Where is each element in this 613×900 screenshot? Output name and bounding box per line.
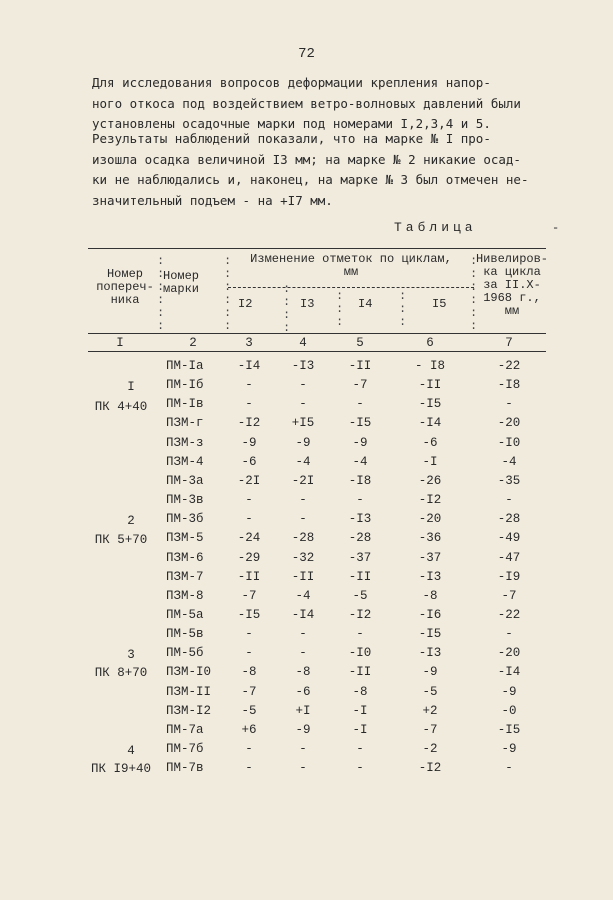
cycle13-cell: - [299, 761, 307, 776]
mark-cell: ПМ-3в [166, 493, 204, 508]
cycle15-cell: -9 [422, 665, 438, 680]
paragraph-results [92, 129, 529, 211]
cycle15-cell: -I5 [418, 627, 442, 642]
mark-cell: ПЗМ-г [166, 416, 204, 431]
profile-number: I [127, 380, 135, 394]
leveling-cell: -I8 [497, 378, 521, 393]
header-cycle-changes: Изменение отметок по циклам, мм [250, 252, 452, 279]
cycle15-cell: - I8 [414, 359, 445, 373]
column-separator: : : : : [283, 282, 291, 335]
leveling-cell: -9 [501, 684, 517, 699]
mark-cell: ПМ-7в [166, 761, 204, 776]
column-number-rule [88, 351, 546, 352]
paragraph-line: Результаты наблюдений показали, что на марке № I про- [92, 131, 491, 146]
leveling-cell: -22 [497, 607, 521, 622]
cycle12-cell: - [245, 742, 253, 756]
mark-cell: ПМ-5в [166, 627, 204, 642]
cycle12-cell: -8 [241, 665, 257, 680]
profile-pk: ПК 4+40 [94, 400, 148, 414]
cycle14-cell: - [356, 493, 364, 508]
cycle14-cell: -I3 [348, 512, 372, 527]
cycle12-cell: -I2 [237, 416, 261, 431]
cycle13-cell: +I5 [291, 416, 315, 431]
cycle12-cell: -II [237, 569, 261, 584]
header-mark-number: Номер марки [163, 269, 200, 296]
cycle15-cell: -20 [418, 512, 442, 527]
leveling-cell: -9 [501, 742, 517, 756]
cycle12-cell: - [245, 378, 253, 393]
paragraph-line: ного откоса под воздействием ветро-волновых давлений были [92, 95, 521, 111]
leveling-cell: -I5 [497, 722, 521, 737]
mark-cell: ПМ-3б [166, 512, 204, 527]
cycle12-cell: - [245, 646, 253, 661]
mark-cell: ПМ-5б [166, 646, 204, 661]
cycle14-cell: -5 [352, 588, 368, 603]
cycle15-cell: -6 [422, 435, 438, 450]
cycle12-cell: +6 [241, 722, 257, 737]
cycle15-cell: -I6 [418, 607, 442, 622]
cycle15-cell: -I5 [418, 397, 442, 412]
profile-number: 2 [127, 514, 135, 528]
cycle13-cell: -II [291, 569, 315, 584]
mark-cell: ПМ-Iв [166, 397, 204, 412]
cycle14-cell: -I0 [348, 646, 372, 661]
cycle15-cell: -I2 [418, 493, 442, 508]
column-number: 7 [505, 336, 513, 350]
cycle13-cell: - [299, 742, 307, 756]
column-number: 2 [189, 336, 197, 350]
leveling-cell: -20 [497, 646, 521, 661]
cycle15-cell: -I [422, 454, 438, 469]
paragraph-line: значительный подъем - на +I7 мм. [92, 192, 333, 208]
cycle12-cell: -5 [241, 703, 257, 718]
mark-cell: ПЗМ-I0 [166, 665, 212, 680]
mark-cell: ПМ-Iб [166, 378, 204, 393]
leveling-cell: -35 [497, 473, 521, 488]
leveling-cell: - [505, 493, 513, 508]
cycle15-cell: -36 [418, 531, 442, 546]
cycle12-cell: - [245, 493, 253, 508]
cycle13-cell: +I [295, 703, 311, 718]
page-number: 72 [298, 46, 315, 62]
column-number: 3 [245, 336, 253, 350]
cycle14-cell: -37 [348, 550, 372, 565]
mark-cell: ПЗМ-7 [166, 569, 204, 584]
cycle14-cell: -I8 [348, 473, 372, 488]
cycle15-cell: -I3 [418, 646, 442, 661]
cycle13-cell: -2I [291, 473, 315, 488]
cycle14-cell: -9 [352, 435, 368, 450]
cycle14-cell: -II [348, 665, 372, 680]
mark-cell: ПЗМ-з [166, 435, 204, 450]
cycle14-cell: -I5 [348, 416, 372, 431]
cycle14-cell: -4 [352, 454, 368, 469]
mark-cell: ПМ-Iа [166, 359, 204, 373]
paragraph-line: изошла осадка величиной I3 мм; на марке № 2 никакие осад- [92, 151, 521, 167]
cycle12-cell: - [245, 512, 253, 527]
leveling-cell: -0 [501, 703, 517, 718]
cycle15-cell: -I4 [418, 416, 442, 431]
cycle13-cell: - [299, 512, 307, 527]
cycle14-cell: -I2 [348, 607, 372, 622]
leveling-cell: -28 [497, 512, 521, 527]
leveling-cell: -I4 [497, 665, 521, 680]
leveling-cell: -20 [497, 416, 521, 431]
mark-cell: ПЗМ-5 [166, 531, 204, 546]
mark-cell: ПЗМ-6 [166, 550, 204, 565]
cycle13-cell: - [299, 493, 307, 508]
cycle15-cell: -II [418, 378, 442, 393]
cycle13-cell: -4 [295, 588, 311, 603]
cycle14-cell: - [356, 761, 364, 776]
cycle-label: I3 [300, 297, 315, 311]
cycle13-cell: -32 [291, 550, 315, 565]
cycle12-cell: -9 [241, 435, 257, 450]
mark-cell: ПЗМ-4 [166, 454, 204, 469]
column-number: 6 [426, 336, 434, 350]
column-number: I [116, 336, 124, 350]
mark-cell: ПМ-5а [166, 607, 204, 622]
column-separator: : : : [336, 289, 344, 329]
cycle-label: I2 [238, 297, 253, 311]
cycle13-cell: -I3 [291, 359, 315, 373]
cycle15-cell: -I2 [418, 761, 442, 776]
leveling-cell: - [505, 761, 513, 776]
cycle14-cell: -I [352, 703, 368, 718]
cycle14-cell: -I [352, 722, 368, 737]
cycle12-cell: - [245, 397, 253, 412]
leveling-cell: -7 [501, 588, 517, 603]
cycle12-cell: -29 [237, 550, 261, 565]
cycle-header-rule [228, 287, 474, 288]
profile-pk: ПК 5+70 [94, 533, 148, 547]
mark-cell: ПМ-7а [166, 722, 204, 737]
cycle13-cell: - [299, 627, 307, 642]
table-top-rule [88, 248, 546, 249]
cycle12-cell: -6 [241, 454, 257, 469]
header-profile-number: Номер попереч- ника [96, 267, 154, 307]
cycle15-cell: -37 [418, 550, 442, 565]
cycle15-cell: -8 [422, 588, 438, 603]
cycle15-cell: +2 [422, 703, 438, 718]
cycle12-cell: -2I [237, 473, 261, 488]
cycle14-cell: -8 [352, 684, 368, 699]
leveling-cell: -22 [497, 359, 521, 373]
paragraph-line: Для исследования вопросов деформации крепления напор- [92, 75, 491, 90]
column-separator: : : : : : : [224, 254, 232, 333]
cycle15-cell: -7 [422, 722, 438, 737]
cycle13-cell: - [299, 378, 307, 393]
cycle-label: I4 [358, 297, 373, 311]
cycle-label: I5 [432, 297, 447, 311]
column-number: 4 [299, 336, 307, 350]
cycle13-cell: -8 [295, 665, 311, 680]
cycle14-cell: -II [348, 359, 372, 373]
cycle15-cell: -2 [422, 742, 438, 756]
header-leveling: Нивелиров- ка цикла за II.Х- 1968 г., мм [475, 252, 548, 318]
cycle12-cell: -24 [237, 531, 261, 546]
leveling-cell: - [505, 627, 513, 642]
cycle15-cell: -I3 [418, 569, 442, 584]
cycle12-cell: - [245, 761, 253, 776]
leveling-cell: -I0 [497, 435, 521, 450]
cycle14-cell: - [356, 742, 364, 756]
cycle14-cell: -28 [348, 531, 372, 546]
column-separator: : : : : : : [157, 254, 165, 333]
paragraph-line: установлены осадочные марки под номерами I,2,3,4 и 5. [92, 116, 491, 131]
cycle14-cell: -II [348, 569, 372, 584]
cycle13-cell: -4 [295, 454, 311, 469]
cycle13-cell: -9 [295, 722, 311, 737]
mark-cell: ПМ-3а [166, 473, 204, 488]
cycle12-cell: -7 [241, 684, 257, 699]
cycle12-cell: -I5 [237, 607, 261, 622]
cycle13-cell: -9 [295, 435, 311, 450]
cycle15-cell: -26 [418, 473, 442, 488]
leveling-cell: - [505, 397, 513, 412]
column-separator: : : : [399, 289, 407, 329]
mark-cell: ПЗМ-I2 [166, 703, 212, 718]
cycle13-cell: -6 [295, 684, 311, 699]
mark-cell: ПЗМ-II [166, 684, 212, 699]
cycle13-cell: -28 [291, 531, 315, 546]
profile-number: 3 [127, 648, 135, 662]
leveling-cell: -4 [501, 454, 517, 469]
leveling-cell: -49 [497, 531, 521, 546]
profile-number: 4 [127, 744, 135, 758]
paragraph-line: ки не наблюдались и, наконец, на марке № 3 был отмечен не- [92, 172, 529, 187]
cycle14-cell: -7 [352, 378, 368, 393]
cycle12-cell: -7 [241, 588, 257, 603]
leveling-cell: -47 [497, 550, 521, 565]
profile-pk: ПК 8+70 [94, 666, 148, 680]
mark-cell: ПЗМ-8 [166, 588, 204, 603]
cycle15-cell: -5 [422, 684, 438, 699]
cycle14-cell: - [356, 397, 364, 412]
leveling-cell: -I9 [497, 569, 521, 584]
column-separator: : : : : : : [470, 254, 478, 333]
paragraph-intro [92, 73, 521, 135]
cycle13-cell: - [299, 646, 307, 661]
cycle14-cell: - [356, 627, 364, 642]
cycle12-cell: -I4 [237, 359, 261, 373]
column-number: 5 [356, 336, 364, 350]
margin-mark: - [552, 221, 560, 235]
table-caption: Таблица [394, 220, 477, 235]
header-bottom-rule [88, 333, 546, 334]
mark-cell: ПМ-7б [166, 742, 204, 756]
cycle13-cell: - [299, 397, 307, 412]
profile-pk: ПК I9+40 [90, 762, 151, 776]
cycle12-cell: - [245, 627, 253, 642]
cycle13-cell: -I4 [291, 607, 315, 622]
